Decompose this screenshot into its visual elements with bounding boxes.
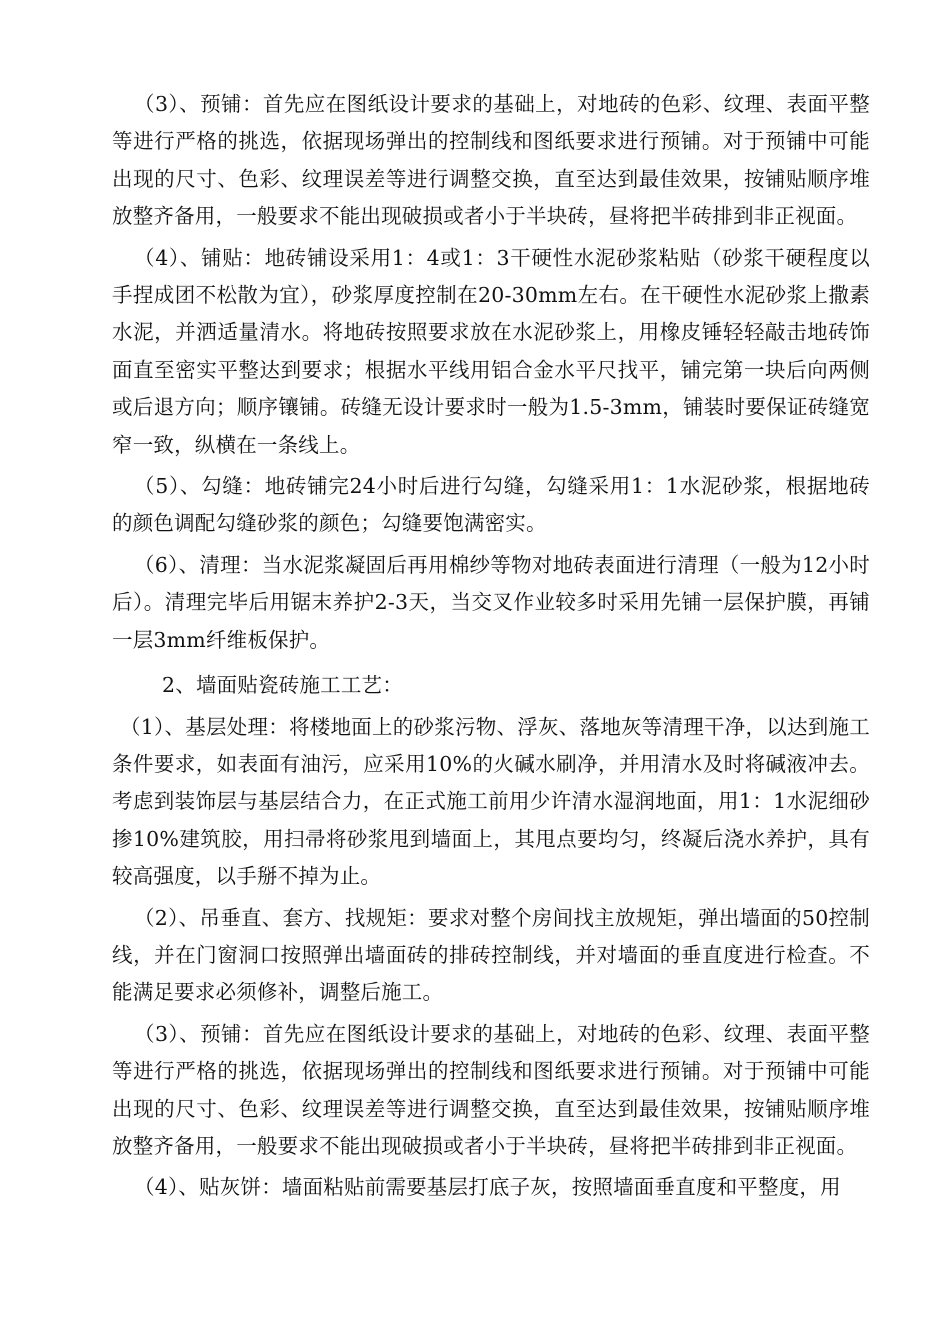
paragraph-pre-tiling: （3）、预铺：首先应在图纸设计要求的基础上，对地砖的色彩、纹理、表面平整等进行严格的挑选，依据现场弹出的控制线和图纸要求进行预铺。对于预铺中可能出现的尺寸、色彩、纹理误差等进行调整交换，直至达到最佳效果，按铺贴顺序堆放整齐备用，一般要求不能出现破损或者小于半块砖，昼将把半砖排到非正视面。: [112, 92, 870, 229]
paragraph-plaster-dots: （4）、贴灰饼：墙面粘贴前需要基层打底子灰，按照墙面垂直度和平整度，用: [134, 1175, 841, 1200]
paragraph-plumb-square: （2）、吊垂直、套方、找规矩：要求对整个房间找主放规矩，弹出墙面的50控制线，并在门窗洞口按照弹出墙面砖的排砖控制线，并对墙面的垂直度进行检查。不能满足要求必须修补，调整后施工。: [112, 905, 870, 1005]
paragraph-base-treatment: （1）、基层处理：将楼地面上的砂浆污物、浮灰、落地灰等清理干净，以达到施工条件要求，如表面有油污，应采用10%的火碱水刷净，并用清水及时将碱液冲去。考虑到装饰层与基层结合力，在正式施工前用少许清水湿润地面，用1：1水泥细砂掺10%建筑胶，用扫帚将砂浆甩到墙面上，其甩点要均匀，终凝后浇水养护，具有较高强度，以手掰不掉为止。: [112, 714, 870, 889]
section-heading: 2、墙面贴瓷砖施工工艺：: [162, 673, 403, 698]
paragraph-cleaning: （6）、清理：当水泥浆凝固后再用棉纱等物对地砖表面进行清理（一般为12小时后）。清理完毕后用锯末养护2-3天，当交叉作业较多时采用先铺一层保护膜，再铺一层3mm纤维板保护。: [112, 552, 870, 652]
paragraph-laying: （4）、铺贴：地砖铺设采用1：4或1：3干硬性水泥砂浆粘贴（砂浆干硬程度以手捏成团不松散为宜），砂浆厚度控制在20-30mm左右。在干硬性水泥砂浆上撒素水泥，并洒适量清水。将地砖按照要求放在水泥砂浆上，用橡皮锤轻轻敲击地砖饰面直至密实平整达到要求；根据水平线用铝合金水平尺找平，铺完第一块后向两侧或后退方向；顺序镶铺。砖缝无设计要求时一般为1.5-3mm，铺装时要保证砖缝宽窄一致，纵横在一条线上。: [112, 245, 870, 457]
paragraph-grouting: （5）、勾缝：地砖铺完24小时后进行勾缝，勾缝采用1：1水泥砂浆，根据地砖的颜色调配勾缝砂浆的颜色；勾缝要饱满密实。: [112, 474, 870, 536]
paragraph-wall-pre-tiling: （3）、预铺：首先应在图纸设计要求的基础上，对地砖的色彩、纹理、表面平整等进行严格的挑选，依据现场弹出的控制线和图纸要求进行预铺。对于预铺中可能出现的尺寸、色彩、纹理误差等进行调整交换，直至达到最佳效果，按铺贴顺序堆放整齐备用，一般要求不能出现破损或者小于半块砖，昼将把半砖排到非正视面。: [112, 1021, 870, 1158]
